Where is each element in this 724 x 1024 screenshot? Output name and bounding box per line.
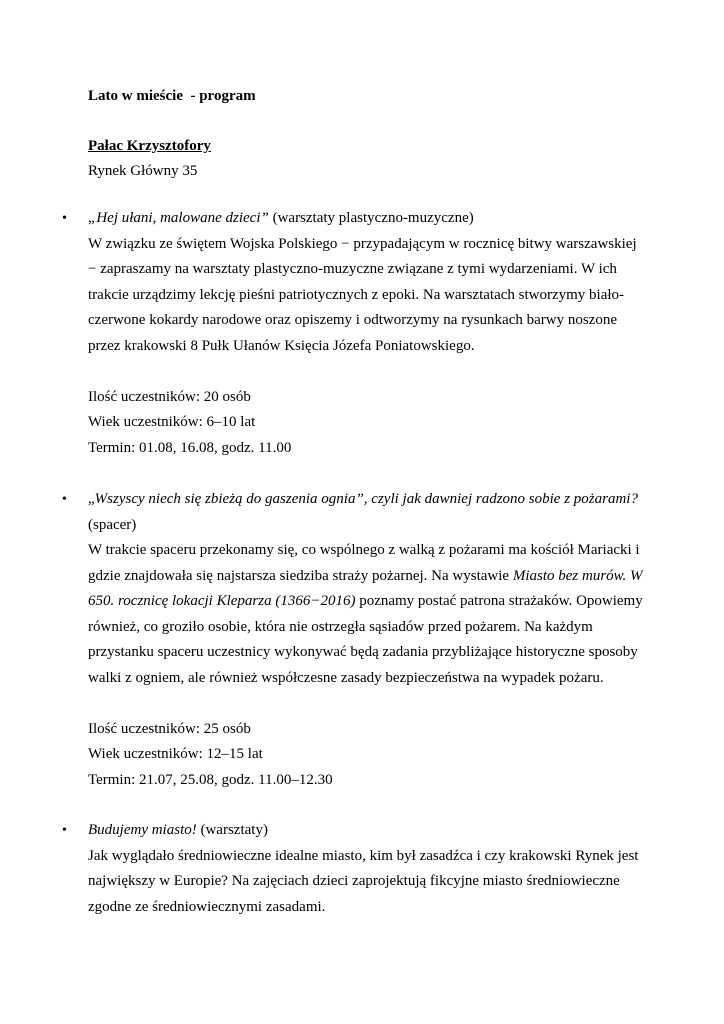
- event-participants: Ilość uczestników: 25 osób: [88, 720, 251, 737]
- event-title-type: (spacer): [88, 516, 137, 533]
- event-title: [88, 818, 648, 844]
- event-description-part1: W trakcie spaceru przekonamy się, co wspólnego z walką z pożarami ma kościół Mariacki i gdzie znajdowała się najstarsza siedziba straży pożarnej. Na wystawie: [88, 542, 640, 584]
- event-item: [62, 206, 648, 461]
- event-item: [62, 487, 648, 793]
- event-age: Wiek uczestników: 6–10 lat: [88, 414, 256, 430]
- event-title-italic: „Hej ułani, malowane dzieci”: [88, 210, 269, 226]
- event-title-italic: Budujemy miasto!: [88, 822, 197, 838]
- event-description: Jak wyglądało średniowieczne idealne miasto, kim był zasadźca i czy krakowski Rynek jest największy w Europie? Na zajęciach dzieci zaprojektują fikcyjne miasto średniowieczne zgodne ze średniowiecznymi zasadami.: [88, 847, 639, 915]
- event-age: Wiek uczestników: 12–15 lat: [88, 746, 263, 762]
- event-title-type: (warsztaty): [196, 822, 268, 838]
- event-description: W związku ze świętem Wojska Polskiego − przypadającym w rocznicę bitwy warszawskiej − zapraszamy na warsztaty plastyczno-muzyczne związane z tymi wydarzeniami. W ich trakcie urządzimy lekcję pieśni patriotycznych z epoki. Na warsztatach stworzymy biało-czerwone kokardy narodowe oraz opiszemy i odtworzymy na rysunkach barwy noszone przez krakowski 8 Pułk Ułanów Księcia Józefa Poniatowskiego.: [88, 235, 637, 354]
- event-title-type: (warsztaty plastyczno-muzyczne): [268, 210, 474, 226]
- bullet-icon: •: [62, 823, 67, 838]
- bullet-icon: •: [62, 492, 67, 507]
- venue-name: Pałac Krzysztofory: [88, 138, 211, 154]
- event-term: Termin: 01.08, 16.08, godz. 11.00: [88, 439, 292, 456]
- bullet-icon: •: [62, 211, 67, 226]
- event-item: [62, 818, 648, 920]
- event-title: [88, 487, 648, 538]
- document-title: Lato w mieście - program: [88, 88, 256, 104]
- exhibition-title: Miasto bez murów. W 650. rocznicę lokacji Kleparza (1366−2016): [88, 567, 643, 609]
- event-participants: Ilość uczestników: 20 osób: [88, 388, 251, 405]
- event-title-quote: „: [88, 491, 95, 507]
- event-description: [88, 538, 648, 691]
- event-description-part2: poznamy postać patrona strażaków. Opowiemy również, co groziło osobie, która nie ostrzegła sąsiadów przed pożarem. Na każdym przystanku spaceru uczestnicy wykonywać będą zadania przybliżające historyczne sposoby walki z ogniem, ale również współczesne zasady bezpieczeństwa na wypadek pożaru.: [88, 593, 643, 686]
- venue-address: Rynek Główny 35: [88, 163, 198, 179]
- event-title: [88, 206, 648, 232]
- event-title-italic: Wszyscy niech się zbieżą do gaszenia ognia”, czyli jak dawniej radzono sobie z pożarami?: [94, 491, 638, 507]
- event-term: Termin: 21.07, 25.08, godz. 11.00–12.30: [88, 771, 333, 788]
